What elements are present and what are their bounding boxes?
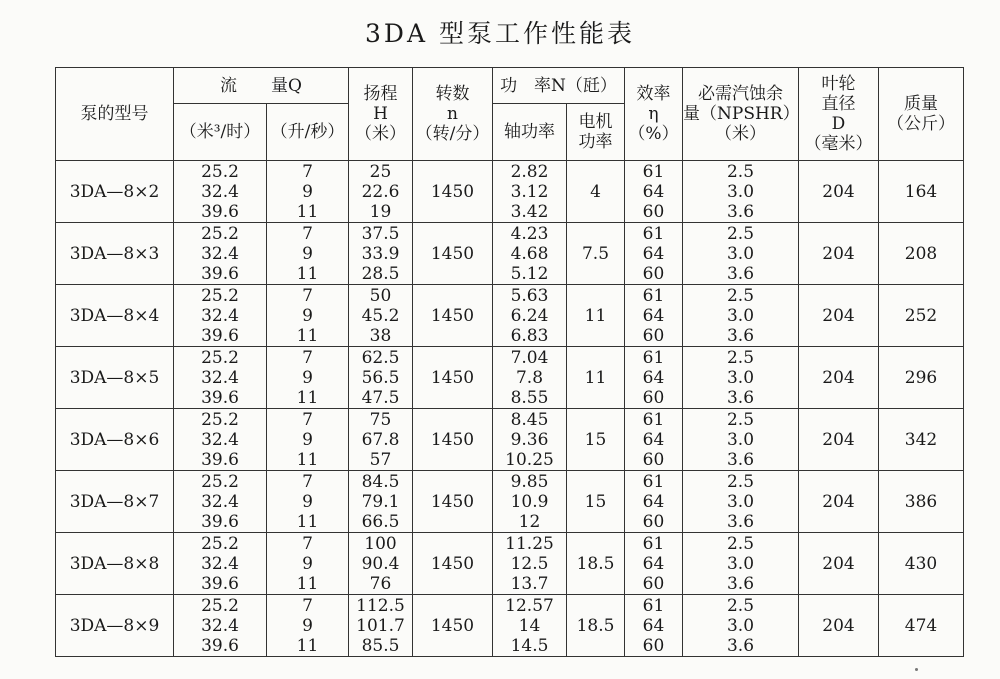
flow-m3h-cell-value: 39.6 [201,449,239,470]
efficiency-cell-value: 64 [642,429,665,450]
pump-model-cell: 3DA—8×6 [56,409,174,471]
head-cell-value: 56.5 [361,367,400,388]
head-cell-value: 75 [369,409,392,430]
performance-table [55,67,964,657]
efficiency-cell-value: 60 [642,387,665,408]
efficiency-cell-value: 61 [642,161,665,182]
head-cell-value: 79.1 [361,491,400,512]
flow-m3h-cell-value: 39.6 [201,511,239,532]
npsh-cell [683,347,799,409]
npsh-cell-value: 3.0 [726,429,755,450]
flow-ls-cell-value: 7 [302,161,313,182]
shaft-power-cell-value: 12 [518,511,541,532]
flow-ls-cell-value: 7 [302,595,313,616]
pump-model-cell: 3DA—8×9 [56,595,174,657]
flow-ls-cell-value: 11 [296,387,319,408]
npsh-cell-value: 3.6 [726,511,755,532]
mass-cell: 164 [879,161,964,223]
mass-cell: 430 [879,533,964,595]
table-row [56,533,964,595]
motor-power-cell: 4 [567,161,625,223]
flow-ls-cell [267,285,349,347]
motor-power-cell: 15 [567,471,625,533]
head-cell-value: 84.5 [361,471,400,492]
shaft-power-cell-value: 12.57 [505,595,554,616]
flow-ls-cell-value: 11 [296,325,319,346]
head-cell-value: 76 [369,573,392,594]
flow-ls-cell-value: 9 [302,181,313,202]
head-cell-value: 90.4 [361,553,400,574]
head-cell-value: 45.2 [361,305,400,326]
efficiency-cell-value: 60 [642,511,665,532]
shaft-power-cell-value: 8.45 [510,409,549,430]
speed-cell: 1450 [413,347,493,409]
shaft-power-cell-value: 9.85 [510,471,549,492]
header-motor-power: 电机 功率 [567,104,625,161]
header-power: 功 率N（瓩） [493,68,625,104]
flow-ls-cell [267,223,349,285]
efficiency-cell-value: 64 [642,367,665,388]
table-row [56,471,964,533]
shaft-power-cell-value: 5.12 [510,263,549,284]
shaft-power-cell-value: 14 [518,615,541,636]
flow-m3h-cell-value: 25.2 [201,409,239,430]
npsh-cell-value: 2.5 [726,161,755,182]
impeller-diameter-cell: 204 [799,161,879,223]
head-cell-value: 66.5 [361,511,400,532]
npsh-cell-value: 3.6 [726,325,755,346]
npsh-cell-value: 3.6 [726,449,755,470]
efficiency-cell-value: 64 [642,553,665,574]
mass-cell: 474 [879,595,964,657]
npsh-cell [683,409,799,471]
npsh-cell-value: 3.0 [726,615,755,636]
npsh-cell [683,533,799,595]
head-cell [349,595,413,657]
impeller-diameter-cell: 204 [799,533,879,595]
flow-m3h-cell [174,595,267,657]
flow-m3h-cell-value: 39.6 [201,387,239,408]
flow-ls-cell-value: 9 [302,553,313,574]
shaft-power-cell-value: 7.8 [515,367,544,388]
table-row [56,409,964,471]
mass-cell: 386 [879,471,964,533]
shaft-power-cell-value: 11.25 [505,533,554,554]
npsh-cell-value: 2.5 [726,409,755,430]
efficiency-cell [625,161,683,223]
pump-model-cell: 3DA—8×3 [56,223,174,285]
motor-power-cell: 7.5 [567,223,625,285]
flow-m3h-cell-value: 32.4 [201,305,239,326]
npsh-cell [683,161,799,223]
flow-ls-cell-value: 9 [302,367,313,388]
flow-ls-cell-value: 9 [302,615,313,636]
page-title: 3DA 型泵工作性能表 [365,19,635,48]
header-mass: 质量 （公斤） [879,68,964,161]
head-cell-value: 100 [364,533,397,554]
flow-m3h-cell-value: 32.4 [201,181,239,202]
npsh-cell [683,285,799,347]
shaft-power-cell-value: 4.68 [510,243,549,264]
head-cell-value: 22.6 [361,181,400,202]
flow-ls-cell [267,595,349,657]
flow-m3h-cell [174,533,267,595]
npsh-cell-value: 3.0 [726,181,755,202]
flow-m3h-cell-value: 25.2 [201,471,239,492]
scan-speck [915,668,918,671]
shaft-power-cell-value: 2.82 [510,161,549,182]
npsh-cell-value: 3.0 [726,243,755,264]
shaft-power-cell-value: 8.55 [510,387,549,408]
flow-m3h-cell-value: 32.4 [201,491,239,512]
speed-cell: 1450 [413,471,493,533]
header-npsh: 必需汽蚀余 量（NPSHR） （米） [683,68,799,161]
efficiency-cell [625,347,683,409]
head-cell-value: 19 [369,201,392,222]
head-cell-value: 47.5 [361,387,400,408]
flow-ls-cell [267,347,349,409]
efficiency-cell-value: 60 [642,573,665,594]
pump-model-cell: 3DA—8×7 [56,471,174,533]
npsh-cell [683,595,799,657]
shaft-power-cell-value: 4.23 [510,223,549,244]
impeller-diameter-cell: 204 [799,223,879,285]
shaft-power-cell-value: 12.5 [510,553,549,574]
speed-cell: 1450 [413,595,493,657]
efficiency-cell-value: 61 [642,595,665,616]
flow-m3h-cell [174,161,267,223]
head-cell-value: 28.5 [361,263,400,284]
flow-m3h-cell [174,409,267,471]
flow-ls-cell-value: 11 [296,449,319,470]
flow-ls-cell-value: 9 [302,491,313,512]
flow-ls-cell-value: 11 [296,635,319,656]
flow-m3h-cell-value: 25.2 [201,285,239,306]
efficiency-cell-value: 61 [642,347,665,368]
head-cell-value: 25 [369,161,392,182]
efficiency-cell-value: 64 [642,305,665,326]
head-cell-value: 37.5 [361,223,400,244]
motor-power-cell: 11 [567,347,625,409]
efficiency-cell-value: 60 [642,201,665,222]
head-cell-value: 112.5 [356,595,405,616]
impeller-diameter-cell: 204 [799,471,879,533]
flow-m3h-cell-value: 39.6 [201,573,239,594]
efficiency-cell [625,595,683,657]
shaft-power-cell-value: 13.7 [510,573,549,594]
header-flow-ls: （升/秒） [267,104,349,161]
flow-m3h-cell-value: 32.4 [201,429,239,450]
flow-ls-cell [267,533,349,595]
flow-ls-cell-value: 7 [302,223,313,244]
head-cell-value: 85.5 [361,635,400,656]
head-cell-value: 67.8 [361,429,400,450]
flow-m3h-cell-value: 39.6 [201,263,239,284]
header-head: 扬程 H （米） [349,68,413,161]
flow-ls-cell-value: 11 [296,511,319,532]
flow-m3h-cell-value: 25.2 [201,223,239,244]
pump-model-cell: 3DA—8×4 [56,285,174,347]
motor-power-cell: 18.5 [567,533,625,595]
table-row [56,595,964,657]
flow-ls-cell-value: 11 [296,573,319,594]
shaft-power-cell-value: 3.12 [510,181,549,202]
npsh-cell-value: 3.0 [726,367,755,388]
efficiency-cell [625,223,683,285]
pump-model-cell: 3DA—8×2 [56,161,174,223]
table-row [56,347,964,409]
table-row [56,285,964,347]
flow-m3h-cell-value: 32.4 [201,243,239,264]
impeller-diameter-cell: 204 [799,285,879,347]
npsh-cell-value: 3.0 [726,553,755,574]
efficiency-cell-value: 61 [642,533,665,554]
pump-model-cell: 3DA—8×5 [56,347,174,409]
speed-cell: 1450 [413,223,493,285]
header-speed: 转数 n （转/分） [413,68,493,161]
flow-ls-cell-value: 7 [302,409,313,430]
head-cell-value: 33.9 [361,243,400,264]
flow-m3h-cell [174,223,267,285]
flow-ls-cell [267,161,349,223]
flow-m3h-cell-value: 32.4 [201,367,239,388]
shaft-power-cell-value: 7.04 [510,347,549,368]
header-flow: 流 量Q [174,68,349,104]
impeller-diameter-cell: 204 [799,409,879,471]
header-model: 泵的型号 [56,68,174,161]
flow-ls-cell [267,409,349,471]
header-efficiency: 效率 η （%） [625,68,683,161]
header-flow-m3h: （米³/时） [174,104,267,161]
shaft-power-cell-value: 10.25 [505,449,554,470]
header-shaft-power: 轴功率 [493,104,567,161]
efficiency-cell-value: 64 [642,491,665,512]
efficiency-cell [625,409,683,471]
head-cell [349,223,413,285]
shaft-power-cell [493,285,567,347]
npsh-cell-value: 3.6 [726,573,755,594]
npsh-cell [683,223,799,285]
shaft-power-cell [493,533,567,595]
head-cell [349,409,413,471]
efficiency-cell-value: 61 [642,471,665,492]
speed-cell: 1450 [413,409,493,471]
pump-model-cell: 3DA—8×8 [56,533,174,595]
mass-cell: 252 [879,285,964,347]
npsh-cell-value: 2.5 [726,223,755,244]
flow-ls-cell-value: 7 [302,347,313,368]
table-row [56,223,964,285]
impeller-diameter-cell: 204 [799,347,879,409]
npsh-cell [683,471,799,533]
shaft-power-cell [493,595,567,657]
speed-cell: 1450 [413,533,493,595]
head-cell-value: 50 [369,285,392,306]
shaft-power-cell [493,347,567,409]
shaft-power-cell-value: 10.9 [510,491,549,512]
npsh-cell-value: 3.6 [726,263,755,284]
head-cell [349,347,413,409]
mass-cell: 342 [879,409,964,471]
flow-ls-cell-value: 7 [302,285,313,306]
flow-m3h-cell-value: 32.4 [201,615,239,636]
shaft-power-cell-value: 5.63 [510,285,549,306]
npsh-cell-value: 3.0 [726,305,755,326]
efficiency-cell-value: 60 [642,263,665,284]
npsh-cell-value: 3.0 [726,491,755,512]
head-cell [349,533,413,595]
motor-power-cell: 18.5 [567,595,625,657]
head-cell-value: 38 [369,325,392,346]
npsh-cell-value: 2.5 [726,533,755,554]
efficiency-cell-value: 60 [642,325,665,346]
head-cell-value: 101.7 [356,615,405,636]
flow-m3h-cell-value: 39.6 [201,635,239,656]
head-cell [349,285,413,347]
flow-ls-cell-value: 11 [296,263,319,284]
motor-power-cell: 15 [567,409,625,471]
motor-power-cell: 11 [567,285,625,347]
efficiency-cell-value: 64 [642,615,665,636]
npsh-cell-value: 2.5 [726,595,755,616]
npsh-cell-value: 2.5 [726,347,755,368]
flow-m3h-cell [174,471,267,533]
flow-ls-cell-value: 7 [302,533,313,554]
mass-cell: 296 [879,347,964,409]
mass-cell: 208 [879,223,964,285]
header-impeller: 叶轮 直径 D （毫米） [799,68,879,161]
efficiency-cell-value: 61 [642,409,665,430]
head-cell-value: 62.5 [361,347,400,368]
flow-m3h-cell-value: 25.2 [201,533,239,554]
efficiency-cell-value: 64 [642,181,665,202]
flow-m3h-cell-value: 25.2 [201,595,239,616]
npsh-cell-value: 2.5 [726,471,755,492]
efficiency-cell-value: 61 [642,285,665,306]
efficiency-cell-value: 60 [642,449,665,470]
head-cell [349,161,413,223]
flow-ls-cell-value: 9 [302,305,313,326]
flow-m3h-cell [174,347,267,409]
shaft-power-cell-value: 6.24 [510,305,549,326]
shaft-power-cell-value: 14.5 [510,635,549,656]
efficiency-cell [625,533,683,595]
impeller-diameter-cell: 204 [799,595,879,657]
npsh-cell-value: 3.6 [726,635,755,656]
head-cell [349,471,413,533]
flow-ls-cell [267,471,349,533]
efficiency-cell-value: 60 [642,635,665,656]
shaft-power-cell-value: 3.42 [510,201,549,222]
shaft-power-cell [493,471,567,533]
flow-ls-cell-value: 11 [296,201,319,222]
efficiency-cell [625,285,683,347]
npsh-cell-value: 2.5 [726,285,755,306]
speed-cell: 1450 [413,161,493,223]
shaft-power-cell [493,409,567,471]
flow-m3h-cell-value: 32.4 [201,553,239,574]
npsh-cell-value: 3.6 [726,201,755,222]
flow-m3h-cell-value: 39.6 [201,325,239,346]
efficiency-cell [625,471,683,533]
shaft-power-cell-value: 6.83 [510,325,549,346]
table-row [56,161,964,223]
efficiency-cell-value: 64 [642,243,665,264]
shaft-power-cell-value: 9.36 [510,429,549,450]
shaft-power-cell [493,161,567,223]
flow-ls-cell-value: 9 [302,243,313,264]
flow-m3h-cell-value: 25.2 [201,161,239,182]
flow-m3h-cell [174,285,267,347]
npsh-cell-value: 3.6 [726,387,755,408]
flow-ls-cell-value: 9 [302,429,313,450]
speed-cell: 1450 [413,285,493,347]
efficiency-cell-value: 61 [642,223,665,244]
head-cell-value: 57 [369,449,392,470]
flow-m3h-cell-value: 25.2 [201,347,239,368]
shaft-power-cell [493,223,567,285]
flow-ls-cell-value: 7 [302,471,313,492]
flow-m3h-cell-value: 39.6 [201,201,239,222]
